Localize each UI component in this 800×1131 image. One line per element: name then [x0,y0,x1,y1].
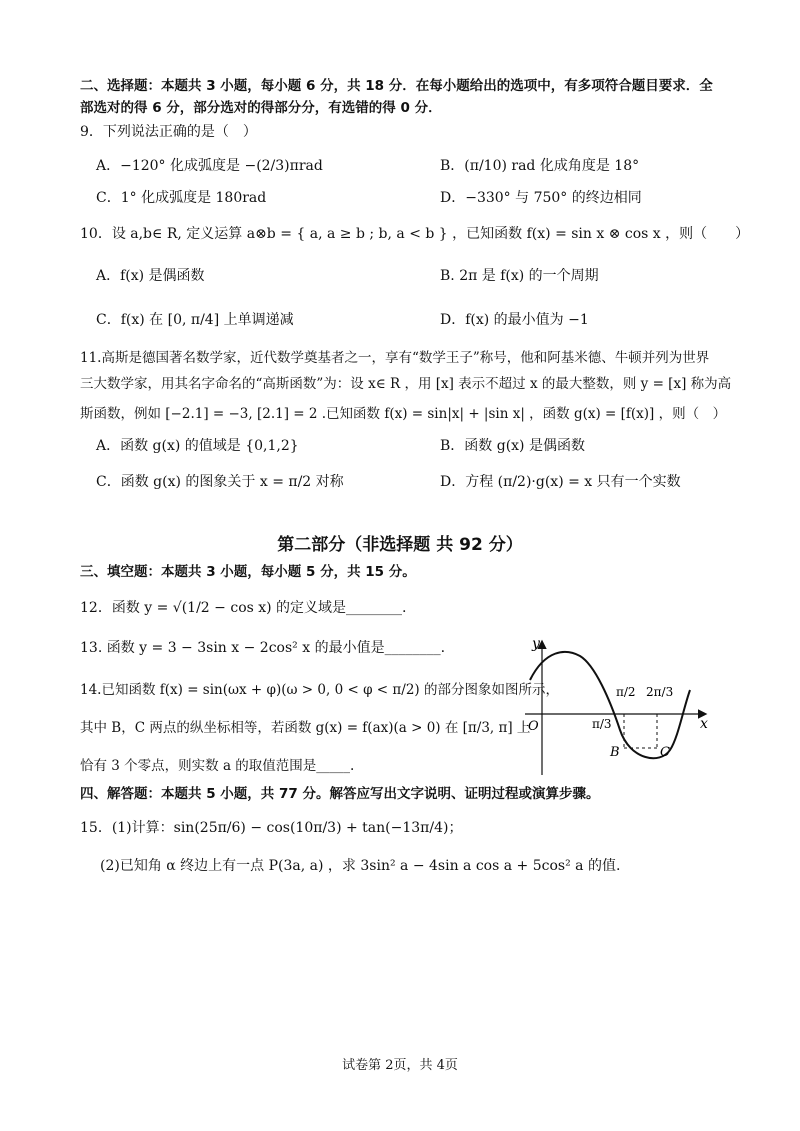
q11-option-b: B．函数 g(x) 是偶函数 [440,438,585,454]
q10-option-a: A．f(x) 是偶函数 [96,268,205,284]
q9-stem: 9．下列说法正确的是（ ） [80,124,257,140]
y-axis-label: y [532,636,540,652]
q10-option-c: C．f(x) 在 [0, π/4] 上单调递减 [96,312,294,328]
sine-curve [530,652,690,758]
q12-text: 12．函数 y = √(1/2 − cos x) 的定义域是________. [80,600,407,616]
q15-part2: (2)已知角 α 终边上有一点 P(3a, a) ，求 3sin² a − 4sin a cos a + 5cos² a 的值. [100,858,621,874]
q11-option-a: A．函数 g(x) 的值域是 {0,1,2} [96,438,299,454]
section2-header-line1: 二、选择题：本题共 3 小题，每小题 6 分，共 18 分．在每小题给出的选项中，有多项符合题目要求．全 [80,78,713,94]
tick-pi-3: π/3 [592,717,612,731]
q14-line3: 恰有 3 个零点，则实数 a 的取值范围是_____. [80,758,355,774]
q10-option-d: D．f(x) 的最小值为 −1 [440,312,589,328]
q15-part1: 15．(1)计算：sin(25π/6) − cos(10π/3) + tan(−13π/4)； [80,820,463,836]
page-footer: 试卷第 2页，共 4页 [342,1058,458,1073]
q11-option-d: D．方程 (π/2)·g(x) = x 只有一个实数 [440,474,681,490]
q9-option-d: D．−330° 与 750° 的终边相同 [440,190,642,206]
origin-label: O [528,719,539,734]
section4-header: 四、解答题：本题共 5 小题，共 77 分。解答应写出文字说明、证明过程或演算步骤。 [80,786,600,802]
q10-stem: 10．设 a,b∈ R, 定义运算 a⊗b = { a, a ≥ b ; b, a < b } ，已知函数 f(x) = sin x ⊗ cos x ，则（ ） [80,226,750,242]
q9-option-a: A．−120° 化成弧度是 −(2/3)πrad [96,158,323,174]
tick-2pi-3: 2π/3 [646,685,674,699]
point-b-label: B [610,745,620,760]
q14-line1: 14.已知函数 f(x) = sin(ωx + φ)(ω > 0, 0 < φ < π/2) 的部分图象如图所示， [80,682,559,698]
q11-line1: 11.高斯是德国著名数学家，近代数学奠基者之一，享有“数学王子”称号，他和阿基米德、牛顿并列为世界 [80,350,710,366]
q10-option-b: B. 2π 是 f(x) 的一个周期 [440,268,599,284]
q13-text: 13. 函数 y = 3 − 3sin x − 2cos² x 的最小值是________. [80,640,446,656]
section2-header-line2: 部选对的得 6 分，部分选对的得部分分，有选错的得 0 分． [80,100,442,116]
section3-header: 三、填空题：本题共 3 小题，每小题 5 分，共 15 分。 [80,564,416,580]
q14-line2: 其中 B，C 两点的纵坐标相等，若函数 g(x) = f(ax)(a > 0) 在 [π/3, π] 上 [80,720,531,736]
q9-option-b: B．(π/10) rad 化成角度是 18° [440,158,640,174]
q14-figure [520,630,720,780]
part2-title: 第二部分（非选择题 共 92 分） [277,535,523,555]
q9-option-c: C．1° 化成弧度是 180rad [96,190,267,206]
q11-line3: 斯函数，例如 [−2.1] = −3, [2.1] = 2 .已知函数 f(x) = sin|x| + |sin x| ，函数 g(x) = [f(x)] ，则（ ） [80,406,727,422]
point-c-label: C [660,745,670,760]
q11-option-c: C．函数 g(x) 的图象关于 x = π/2 对称 [96,474,344,490]
tick-pi-2: π/2 [616,685,636,699]
x-axis-label: x [700,716,708,732]
q11-line2: 三大数学家，用其名字命名的“高斯函数”为：设 x∈ R ，用 [x] 表示不超过 x 的最大整数，则 y = [x] 称为高 [80,376,732,392]
